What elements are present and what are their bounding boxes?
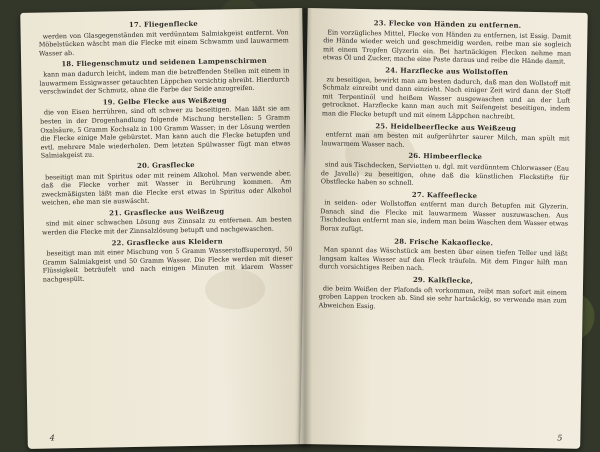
section-19 <box>40 95 291 161</box>
section-17 <box>38 18 289 58</box>
section-heading: 17. Fliegenflecke <box>128 19 198 30</box>
section-body: zu beseitigen, bewirkt man am besten dadurch, daß man den Wollstoff mit Schmalz einreibt und dann einzieht. Nach einiger Zeit wird dann der Stoff mit Terpentinöl und heißem Wasser ausgewaschen und an der Luft getrocknet. Harzflecke kann man auch mit Seifengeist beseitigen, indem man die Flecke betupft und mit einem Läppchen nachreibt. <box>321 74 571 121</box>
section-body: entfernt man am besten mit aufgerührter saurer Milch, man spült mit lauwarmem Wasser nach. <box>321 130 570 149</box>
section-27 <box>320 189 569 237</box>
left-page-text <box>38 18 295 432</box>
section-heading: 25. Heidelbeerflecke aus Weißzeug <box>375 121 517 133</box>
section-20 <box>41 159 292 207</box>
section-heading: 24. Harzflecke aus Wollstoffen <box>385 66 509 77</box>
book-gutter <box>298 8 312 444</box>
section-heading: 27. Kaffeeflecke <box>411 190 478 200</box>
section-body: sind aus Tischdecken, Servietten u. dgl. mit verdünntem Chlorwasser (Eau de Javelle) zu beseitigen, ohne daß die künstlichen Fleckstifte für Obstflecke haben so schnell. <box>320 160 570 187</box>
section-body: die beim Weißen der Plafonds oft vorkommen, reibt man sofort mit einem groben Lappen trocken ab. Sind sie sehr hartnäckig, so verwende man zum Abweichen Essig. <box>318 283 567 311</box>
section-body: Man spannt das Wäschstück am besten über einen tiefen Teller und läßt langsam kaltes Wasser auf den Fleck träufeln. Mit dem Finger hilft man durch vorsichtiges Reiben nach. <box>319 245 568 273</box>
section-heading: 26. Himbeerflecke <box>408 152 483 162</box>
section-29 <box>319 274 568 314</box>
section-heading: 21. Grasflecke aus Weißzeug <box>109 207 225 218</box>
section-21 <box>42 206 292 237</box>
section-body: werden von Glasgegenständen mit verdünntem Salmiakgeist entfernt. Von Möbelstücken wäscht man die Flecke mit einem Schwamm und lauwarmem Wasser ab. <box>38 27 289 58</box>
section-body: beseitigt man mit einer Mischung von 5 Gramm Wasserstoffsuperoxyd, 50 Gramm Salmiakgeist und 50 Gramm Wasser. Die Flecke werden mit dieser Flüssigkeit beträufelt und nach einigen Minuten mit klarem Wasser nachgespült. <box>42 245 293 284</box>
section-28 <box>319 236 568 276</box>
section-25 <box>321 121 569 152</box>
section-23 <box>323 18 572 66</box>
left-page <box>20 8 310 449</box>
section-body: beseitigt man mit Spiritus oder mit reinem Alkohol. Man verwende aber, daß die Flecke vorher mit Wasser in Berührung kommen. Am zweckmäßigsten läßt man die Flecke erst etwas in Spiritus oder Alkohol weichen, ehe man sie auswäscht. <box>41 168 292 207</box>
page-number: 5 <box>557 433 563 443</box>
right-page <box>300 8 588 449</box>
right-page-text <box>316 18 571 432</box>
section-heading: 20. Grasflecke <box>137 160 195 170</box>
open-booklet <box>24 8 584 444</box>
section-body: in seiden- oder Wollstoffen entfernt man durch Betupfen mit Glyzerin. Danach sind die Flecke mit lauwarmem Wasser auszuwaschen. Aus Tischdecken entfernt man sie, indem man beim Waschen dem Wasser etwas Borax zufügt. <box>319 198 569 234</box>
section-heading: 29. Kalkflecke, <box>412 275 474 285</box>
section-heading: 28. Frische Kakaoflecke. <box>394 237 494 247</box>
section-22 <box>42 236 293 284</box>
section-body: Ein vorzügliches Mittel, Flecke von Händen zu entfernen, ist Essig. Damit die Hände wieder weich und geschmeidig werden, reibe man sie sogleich mit einem Tropfen Glyzerin ein. Bei hartnäckigen Flecken nehme man etwas Öl und Zucker, mache eine Paste daraus und reibe die Hände damit. <box>322 27 572 66</box>
section-heading: 19. Gelbe Flecke aus Weißzeug <box>102 96 227 107</box>
section-body: sind mit einer schwachen Lösung aus Zinnsalz zu entfernen. Am besten werden die Flecke mit der Zinnsalzlösung betupft und nachgewaschen. <box>42 215 292 237</box>
section-heading: 22. Grasflecke aus Kleidern <box>111 237 223 248</box>
section-body: die von Eisen herrühren, sind oft schwer zu beseitigen. Man läßt sie am besten in der Drogenhandlung folgende Mischung herstellen: 5 Gramm Oxalsäure, 5 Gramm Kochsalz in 100 Gramm Wasser; in der Lösung werden die Flecke einige Male gebürstet. Man kann auch die Flecke betupfen und evtl. mehrere Male wiederholen. Dem letzten Spülwasser fügt man etwas Salmiakgeist zu. <box>40 104 291 160</box>
section-24 <box>322 65 571 122</box>
page-number: 4 <box>49 433 55 443</box>
section-heading: 18. Fliegenschmutz und seidenen Lampenschirmen <box>61 57 267 69</box>
section-heading: 23. Flecke von Händen zu entfernen. <box>373 19 522 30</box>
section-18 <box>39 57 290 97</box>
section-body: kann man dadurch leicht, indem man die betreffenden Stellen mit einem in lauwarmem Essigwasser getauchten Läppchen vorsichtig abreibt. Hierdurch verschwindet der Schmutz, ohne die Farbe der Seide anzugreifen. <box>39 66 290 96</box>
section-26 <box>321 151 570 191</box>
